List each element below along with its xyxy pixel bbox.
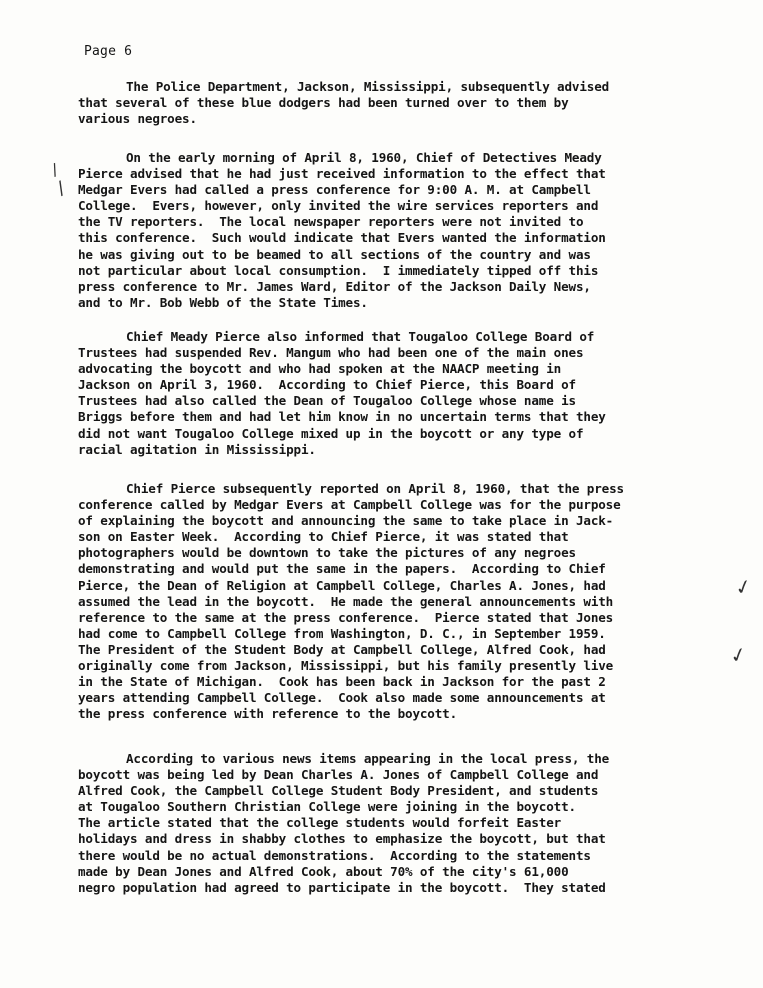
text-line: Chief Pierce subsequently reported on April 8, 1960, that the press bbox=[126, 481, 624, 496]
margin-tick-mark: / bbox=[53, 177, 69, 200]
text-line: of explaining the boycott and announcing the same to take place in Jack- bbox=[78, 513, 614, 529]
margin-check-mark: ✓ bbox=[732, 573, 755, 601]
text-line: The article stated that the college students would forfeit Easter bbox=[78, 815, 562, 831]
text-line: this conference. Such would indicate that Evers wanted the information bbox=[78, 230, 606, 246]
paragraph bbox=[78, 150, 728, 311]
text-line: son on Easter Week. According to Chief Pierce, it was stated that bbox=[78, 529, 569, 545]
text-line: Chief Meady Pierce also informed that Tougaloo College Board of bbox=[126, 329, 595, 344]
text-line: The President of the Student Body at Campbell College, Alfred Cook, had bbox=[78, 641, 606, 657]
text-line: Briggs before them and had let him know in no uncertain terms that they bbox=[78, 409, 606, 425]
text-line: Medgar Evers had called a press conference for 9:00 A. M. at Campbell bbox=[78, 182, 591, 198]
text-line: College. Evers, however, only invited the wire services reporters and bbox=[78, 198, 599, 214]
text-line: conference called by Medgar Evers at Campbell College was for the purpose bbox=[78, 497, 621, 513]
margin-check-mark: ✓ bbox=[727, 641, 750, 669]
text-line: the TV reporters. The local newspaper reporters were not invited to bbox=[78, 214, 584, 230]
text-line: Trustees had also called the Dean of Tougaloo College whose name is bbox=[78, 393, 576, 409]
text-line: boycott was being led by Dean Charles A. Jones of Campbell College and bbox=[78, 767, 599, 783]
text-line: reference to the same at the press conference. Pierce stated that Jones bbox=[78, 609, 614, 625]
text-line: Pierce, the Dean of Religion at Campbell College, Charles A. Jones, had bbox=[78, 577, 606, 593]
text-line: the press conference with reference to the boycott. bbox=[78, 706, 458, 722]
text-line: negro population had agreed to participate in the boycott. They stated bbox=[78, 879, 606, 895]
text-line: assumed the lead in the boycott. He made the general announcements with bbox=[78, 593, 614, 609]
text-line: in the State of Michigan. Cook has been back in Jackson for the past 2 bbox=[78, 674, 606, 690]
text-line: originally come from Jackson, Mississippi, but his family presently live bbox=[78, 658, 614, 674]
text-line: and to Mr. Bob Webb of the State Times. bbox=[78, 294, 368, 310]
text-line: did not want Tougaloo College mixed up in the boycott or any type of bbox=[78, 425, 584, 441]
text-line: holidays and dress in shabby clothes to emphasize the boycott, but that bbox=[78, 831, 606, 847]
text-line: press conference to Mr. James Ward, Editor of the Jackson Daily News, bbox=[78, 278, 591, 294]
text-line: not particular about local consumption. I immediately tipped off this bbox=[78, 262, 599, 278]
text-line: According to various news items appearing in the local press, the bbox=[126, 751, 610, 766]
text-line: at Tougaloo Southern Christian College were joining in the boycott. bbox=[78, 799, 576, 815]
paragraph bbox=[78, 751, 728, 896]
text-line: The Police Department, Jackson, Mississippi, subsequently advised bbox=[126, 79, 610, 94]
text-line: On the early morning of April 8, 1960, Chief of Detectives Meady bbox=[126, 150, 602, 165]
text-line: Pierce advised that he had just received information to the effect that bbox=[78, 166, 606, 182]
text-line: he was giving out to be beamed to all sections of the country and was bbox=[78, 246, 591, 262]
text-line: Alfred Cook, the Campbell College Student Body President, and students bbox=[78, 783, 599, 799]
margin-tick-mark: / bbox=[48, 159, 61, 180]
text-line: years attending Campbell College. Cook also made some announcements at bbox=[78, 690, 606, 706]
paragraph bbox=[78, 481, 728, 722]
text-line: had come to Campbell College from Washington, D. C., in September 1959. bbox=[78, 625, 606, 641]
text-line: that several of these blue dodgers had been turned over to them by bbox=[78, 95, 569, 111]
paragraph bbox=[78, 79, 728, 127]
text-line: various negroes. bbox=[78, 111, 197, 127]
text-line: advocating the boycott and who had spoken at the NAACP meeting in bbox=[78, 361, 562, 377]
text-line: Trustees had suspended Rev. Mangum who had been one of the main ones bbox=[78, 345, 584, 361]
text-line: demonstrating and would put the same in the papers. According to Chief bbox=[78, 561, 606, 577]
text-line: made by Dean Jones and Alfred Cook, about 70% of the city's 61,000 bbox=[78, 863, 569, 879]
text-line: there would be no actual demonstrations. According to the statements bbox=[78, 847, 591, 863]
page-number: Page 6 bbox=[84, 44, 133, 59]
paragraph bbox=[78, 329, 728, 458]
text-line: Jackson on April 3, 1960. According to Chief Pierce, this Board of bbox=[78, 377, 576, 393]
text-line: racial agitation in Mississippi. bbox=[78, 441, 316, 457]
text-line: photographers would be downtown to take the pictures of any negroes bbox=[78, 545, 576, 561]
